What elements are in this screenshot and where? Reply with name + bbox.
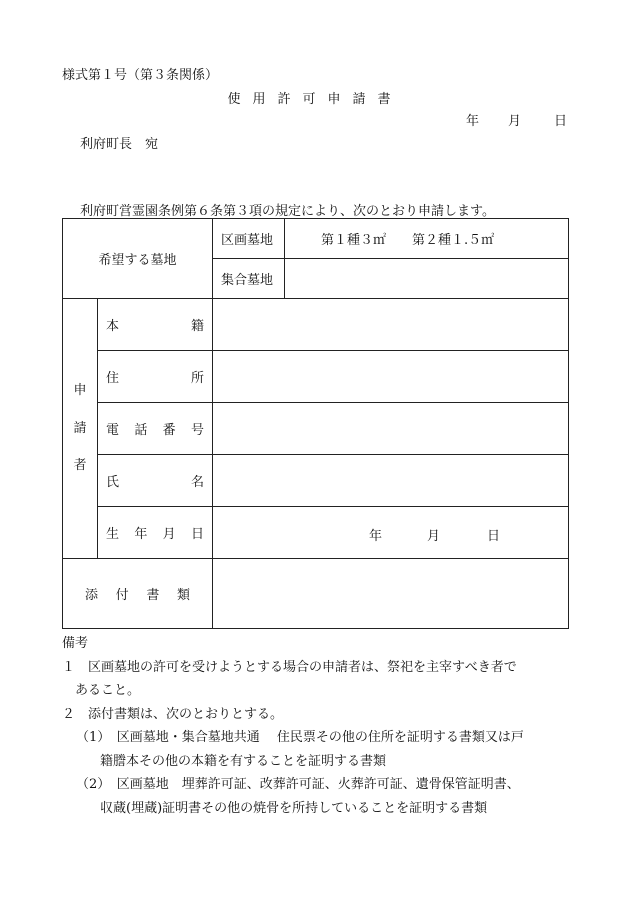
remark-1-cont: あること。 xyxy=(75,683,141,698)
birthdate-field[interactable] xyxy=(213,507,569,559)
attachments-label: 添 付 書 類 xyxy=(63,559,213,629)
date-day-label: 日 xyxy=(554,114,568,129)
name-label: 氏 名 xyxy=(98,455,213,507)
birth-month-label: 月 xyxy=(427,528,441,544)
remark-2: ２ 添付書類は、次のとおりとする。 xyxy=(62,706,284,722)
date-year-label: 年 xyxy=(466,114,480,129)
attachments-field[interactable] xyxy=(213,559,569,629)
remark-1: １ 区画墓地の許可を受けようとする場合の申請者は、祭祀を主宰すべき者で xyxy=(62,659,517,675)
birth-year-label: 年 xyxy=(369,528,383,544)
birthdate-label: 生 年 月 日 xyxy=(98,507,213,559)
address-field[interactable] xyxy=(213,351,569,403)
phone-field[interactable] xyxy=(213,403,569,455)
intro-statement: 利府町営霊園条例第６条第３項の規定により、次のとおり申請します。 xyxy=(80,204,495,219)
honseki-label: 本 籍 xyxy=(98,299,213,351)
remark-2-1-cont: 籍謄本その他の本籍を有することを証明する書類 xyxy=(100,753,387,769)
name-field[interactable] xyxy=(213,455,569,507)
date-month-label: 月 xyxy=(508,114,522,129)
phone-label: 電 話 番 号 xyxy=(98,403,213,455)
application-form-table xyxy=(62,218,569,629)
form-number: 様式第１号（第３条関係） xyxy=(62,68,219,83)
honseki-field[interactable] xyxy=(213,299,569,351)
applicant-label: 申 請 者 xyxy=(63,299,98,559)
remark-2-1: （1） 区画墓地・集合墓地共通 住民票その他の住所を証明する書類又は戸 xyxy=(76,730,524,745)
remarks-heading: 備考 xyxy=(62,636,89,651)
addressee: 利府町長 宛 xyxy=(80,137,159,152)
address-label: 住 所 xyxy=(98,351,213,403)
section-grave-label: 区画墓地 xyxy=(213,219,285,259)
desired-grave-label: 希望する墓地 xyxy=(63,219,213,299)
birth-day-label: 日 xyxy=(487,528,501,544)
section-grave-types[interactable]: 第１種３㎡ 第２種１.５㎡ xyxy=(285,219,569,259)
remarks xyxy=(62,632,568,820)
remark-2-2-cont: 収蔵(埋蔵)証明書その他の焼骨を所持していることを証明する書類 xyxy=(100,800,488,816)
document-title: 使用許可申請書 xyxy=(227,92,403,107)
remark-2-2: （2） 区画墓地 埋葬許可証、改葬許可証、火葬許可証、遺骨保管証明書、 xyxy=(76,777,520,792)
group-grave-field[interactable] xyxy=(285,259,569,299)
group-grave-label: 集合墓地 xyxy=(213,259,285,299)
